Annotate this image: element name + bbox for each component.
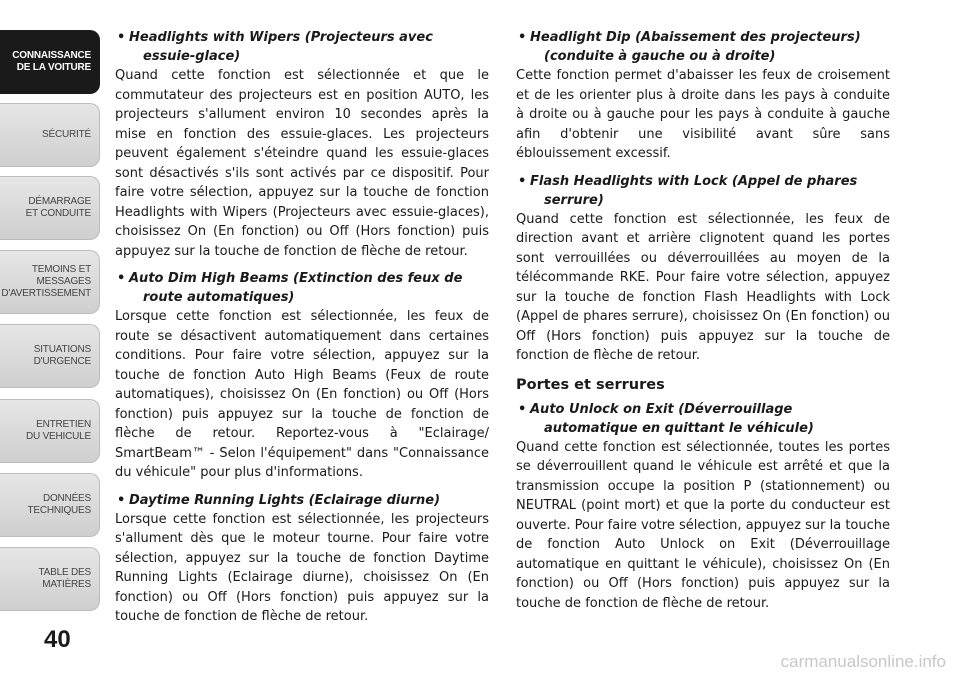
tab-securite[interactable]: SÉCURITÉ	[0, 103, 100, 167]
bullet-icon: •	[117, 30, 126, 45]
item-body: Cette fonction permet d'abaisser les feux de croisement et de les orienter plus à droite dans les pays à conduite à droite ou à gauche pour les pays à conduite à gauche afin d'obtenir une visibilité avant sûre sans éblouissement excessif.	[516, 68, 890, 161]
item-title: Headlights with Wipers (Projecteurs avec	[129, 30, 433, 45]
item-title: Headlight Dip (Abaissement des projecteurs)	[530, 30, 861, 45]
item-title: Auto Unlock on Exit (Déverrouillage	[530, 401, 793, 417]
right-column	[516, 28, 890, 621]
tab-entretien-du-vehicule[interactable]: ENTRETIEN DU VEHICULE	[0, 399, 100, 463]
item-heading	[115, 491, 489, 510]
item-title-cont: (conduite à gauche ou à droite)	[544, 49, 776, 64]
watermark: carmanualsonline.info	[780, 652, 946, 671]
item-title-cont: essuie-glace)	[143, 49, 241, 64]
item-body: Quand cette fonction est sélectionnée et que le commutateur des projecteurs est en position AUTO, les projecteurs s'allument environ 10 secondes après la mise en fonction des essuie-glaces. Les projecteurs peuvent également s'éteindre quand les essuie-glaces sont désactivés s'ils sont activés par ce dispositif. Pour faire votre sélection, appuyez sur la touche de fonction Headlights with Wipers (Projecteurs avec essuie-glaces), choisissez On (En fonction) ou Off (Hors fonction) puis appuyez sur la touche de fonction de flèche de retour.	[115, 68, 489, 259]
section-heading: Portes et serrures	[516, 376, 665, 393]
tab-donnees-techniques[interactable]: DONNÉES TECHNIQUES	[0, 473, 100, 537]
page-number: 40	[44, 626, 71, 653]
item-title-cont: route automatiques)	[143, 290, 295, 305]
item-title: Auto Dim High Beams (Extinction des feux de	[129, 271, 463, 286]
item-title-cont: automatique en quittant le véhicule)	[544, 420, 814, 436]
left-column	[115, 28, 489, 635]
tab-demarrage-et-conduite[interactable]: DÉMARRAGE ET CONDUITE	[0, 176, 100, 240]
section-sidebar	[0, 0, 104, 678]
bullet-icon: •	[518, 30, 527, 45]
tab-situations-urgence[interactable]: SITUATIONS D'URGENCE	[0, 324, 100, 388]
item-title-cont: serrure)	[544, 192, 604, 208]
item-title: Daytime Running Lights (Eclairage diurne)	[129, 492, 441, 508]
item-heading	[115, 28, 489, 66]
item-body: Quand cette fonction est sélectionnée, les feux de direction avant et arrière clignotent quand les portes sont verrouillées ou déverrouillées au moyen de la télécommande RKE. Pour faire votre sélection, appuyez sur la touche de fonction Flash Headlights with Lock (Appel de phares serrure), choisissez On (En fonction) ou Off (Hors fonction) puis appuyez sur la touche de fonction de flèche de retour.	[516, 211, 890, 363]
item-heading	[516, 400, 890, 438]
item-body: Lorsque cette fonction est sélectionnée, les feux de route se désactivent automatiquement dans certaines conditions. Pour faire votre sélection, appuyez sur la touche de fonction Auto High Beams (Feux de route automatiques), choisissez On (En fonction) ou Off (Hors fonction) puis appuyez sur la touche de fonction de flèche de retour. Reportez-vous à "Eclairage/ SmartBeam™ - Selon l'équipement" dans "Connaissance du véhicule" pour plus d'informations.	[115, 309, 489, 480]
tab-table-des-matieres[interactable]: TABLE DES MATIÈRES	[0, 547, 100, 611]
item-title: Flash Headlights with Lock (Appel de phares	[530, 173, 858, 189]
item-heading	[115, 269, 489, 307]
tab-connaissance-de-la-voiture[interactable]: CONNAISSANCE DE LA VOITURE	[0, 30, 100, 94]
item-heading	[516, 28, 890, 66]
bullet-icon: •	[518, 173, 527, 189]
item-body: Lorsque cette fonction est sélectionnée, les projecteurs s'allument dès que le moteur tourne. Pour faire votre sélection, appuyez sur la touche de fonction Daytime Running Lights (Eclairage diurne), choisissez On (En fonction) ou Off (Hors fonction) puis appuyez sur la touche de fonction de flèche de retour.	[115, 511, 489, 624]
tab-temoins-et-messages[interactable]: TEMOINS ET MESSAGES D'AVERTISSEMENT	[0, 250, 100, 314]
item-body: Quand cette fonction est sélectionnée, toutes les portes se déverrouillent quand le véhicule est arrêté et que la transmission occupe la position P (stationnement) ou NEUTRAL (point mort) et que la porte du conducteur est ouverte. Pour faire votre sélection, appuyez sur la touche de fonction Auto Unlock on Exit (Déverrouillage automatique en quittant le véhicule), choisissez On (En fonction) ou Off (Hors fonction) puis appuyez sur la touche de fonction de flèche de retour.	[516, 439, 890, 611]
item-heading	[516, 172, 890, 210]
bullet-icon: •	[117, 271, 126, 286]
bullet-icon: •	[117, 492, 126, 508]
bullet-icon: •	[518, 401, 527, 417]
